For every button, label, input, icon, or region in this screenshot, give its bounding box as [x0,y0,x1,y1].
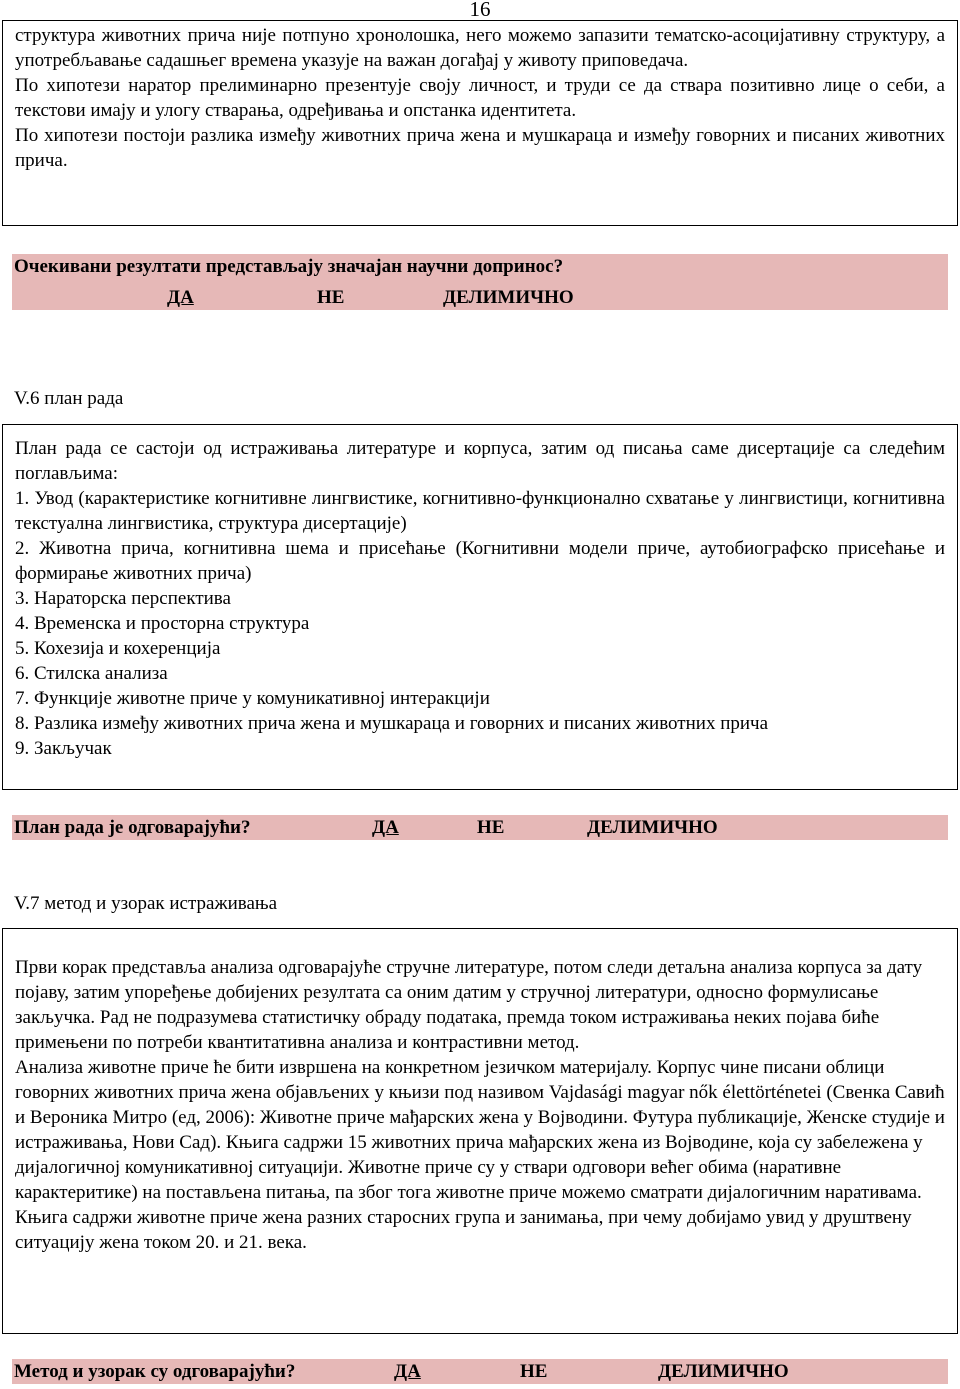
work-plan-chapter: 8. Разлика између животних прича жена и мушкараца и говорних и писаних животних прича [15,713,769,734]
method-partially: ДЕЛИМИЧНО [658,1361,789,1382]
hypotheses-box [2,20,958,226]
work-plan-no: НЕ [477,817,505,838]
work-plan-box [2,424,958,790]
method-no: НЕ [520,1361,548,1382]
work-plan-chapter: 3. Нараторска перспектива [15,588,231,609]
method-yes: ДА [394,1361,421,1382]
section-v7-heading: V.7 метод и узорак истраживања [14,893,278,914]
page-number: 16 [469,0,491,21]
hypothesis-paragraph: По хипотези наратор прелиминарно презентује своју личност, и труди се да ствара позитивно лице о себи, а текстови имају и улогу стварања, одређивања и опстанка идентитета. [15,75,945,121]
work-plan-chapter: 9. Закључак [15,738,112,759]
hypothesis-paragraph: структура животних прича није потпуно хронолошка, него можемо запазити тематско-асоцијативну структуру, а употребљавање садашњег времена указује на важан догађај у животу приповедача. [15,25,945,71]
work-plan-question: План рада је одговарајући? [14,817,251,838]
work-plan-chapter: 5. Кохезија и кохеренција [15,638,221,659]
work-plan-band [12,815,948,840]
method-question: Метод и узорак су одговарајући? [14,1361,296,1382]
method-paragraph: Анализа животне приче ће бити извршена на конкретном језичком материјалу. Корпус чине писани облици говорних животних прича жена објављених у књизи под називом Vajdasági magyar nők élettörténetei (Свенка Савић и Вероника Митро (ед, 2006): Животне приче мађарских жена у Војводини. Футура публикације, Женске студије и истраживања, Нови Сад). Књига садржи 15 животних прича мађарских жена из Војводине, која су забележена у дијалогичној комуникативној ситуацији. Животне приче су у ствари одговори већег обима (наративне карактеритике) на постављена питања, па због тога животне приче можемо сматрати дијалогичним наративама. Књига садржи животне приче жена разних старосних група и занимања, при чему добијамо увид у друштвену ситуацију жена током 20. и 21. века. [15,1057,945,1253]
work-plan-chapter: 7. Функције животне приче у комуникативној интеракцији [15,688,490,709]
hypothesis-paragraph: По хипотези постоји разлика између животних прича жена и мушкараца и између говорних и писаних животних прича. [15,125,945,171]
method-paragraph: Први корак представља анализа одговарајуће стручне литературе, потом следи детаљна анализа корпуса за дату појаву, затим упоређење добијених резултата са оним датим у стручној литератури, односно формулисање закључка. Рад не подразумева статистичку обраду података, премда током истраживања неких појава биће примењени по потреби квантитативна анализа и контрастивни метод. [15,957,923,1053]
work-plan-chapter: 4. Временска и просторна структура [15,613,310,634]
work-plan-partially: ДЕЛИМИЧНО [587,817,718,838]
method-box [2,928,958,1334]
expected-results-question: Очекивани резултати представљају значајан научни допринос? [14,256,564,277]
expected-results-partially: ДЕЛИМИЧНО [443,287,574,308]
work-plan-chapter: 1. Увод (карактеристике когнитивне лингвистике, когнитивно-функционално схватање у лингвистици, когнитивна текстуална лингвистика, структура дисертације) [15,488,945,534]
work-plan-chapter: 2. Животна прича, когнитивна шема и присећање (Когнитивни модели приче, аутобиографско присећање и формирање животних прича) [15,538,945,584]
section-v6-heading: V.6 план рада [14,388,124,409]
expected-results-yes: ДА [167,287,194,308]
work-plan-yes: ДА [372,817,399,838]
method-band [12,1359,948,1384]
work-plan-chapter: 6. Стилска анализа [15,663,168,684]
work-plan-intro: План рада се састоји од истраживања литературе и корпуса, затим од писања саме дисертације са следећим поглављима: [15,438,945,484]
expected-results-no: НЕ [317,287,345,308]
expected-results-band [12,254,948,310]
